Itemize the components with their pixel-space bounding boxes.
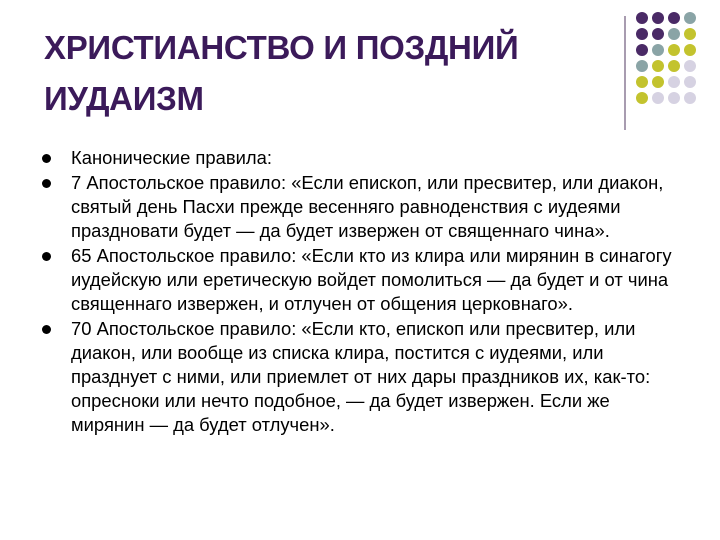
- slide-title: ХРИСТИАНСТВО И ПОЗДНИЙ ИУДАИЗМ: [44, 29, 519, 117]
- bullet-text: 7 Апостольское правило: «Если епископ, или пресвитер, или диакон, святый день Пасхи прежде весенняго равноденствия с иудеями праздновати будет — да будет извержен от священнаго чина».: [71, 172, 664, 241]
- decorative-dot: [668, 92, 680, 104]
- bullet-dot-icon: [42, 154, 51, 163]
- bullet-text: Канонические правила:: [71, 147, 272, 168]
- decorative-dot: [636, 60, 648, 72]
- bullet-dot-icon: [42, 179, 51, 188]
- decorative-dot: [668, 28, 680, 40]
- bullet-item-rule-65: [42, 244, 682, 316]
- decorative-dot: [636, 92, 648, 104]
- bullet-item-rule-7: [42, 171, 682, 243]
- decorative-dot: [684, 12, 696, 24]
- bullet-item-canonical-rules: [42, 146, 682, 170]
- decorative-dot: [684, 44, 696, 56]
- bullet-list: [42, 146, 682, 438]
- decorative-dot: [652, 92, 664, 104]
- decorative-dot: [652, 44, 664, 56]
- decorative-dot: [652, 76, 664, 88]
- decorative-dot: [668, 12, 680, 24]
- decorative-dot: [684, 28, 696, 40]
- decorative-dot: [636, 76, 648, 88]
- decorative-dot: [668, 60, 680, 72]
- decorative-dot: [668, 76, 680, 88]
- bullet-text: 65 Апостольское правило: «Если кто из клира или мирянин в синагогу иудейскую или еретическую войдет помолиться — да будет и от чина священнаго извержен, и отлучен от общения церковнаго».: [71, 245, 672, 314]
- bullet-text: 70 Апостольское правило: «Если кто, епископ или пресвитер, или диакон, или вообще из списка клира, постится с иудеями, или празднует с ними, или приемлет от них дары праздников их, как-то: опресноки или нечто подобное, — да будет извержен. Если же мирянин — да будет отлучен».: [71, 318, 651, 435]
- decorative-dot: [636, 44, 648, 56]
- decorative-dot: [684, 76, 696, 88]
- bullet-dot-icon: [42, 252, 51, 261]
- title-divider: [624, 16, 626, 130]
- bullet-dot-icon: [42, 325, 51, 334]
- decorative-dot: [636, 28, 648, 40]
- decorative-dot: [636, 12, 648, 24]
- decorative-dot: [652, 28, 664, 40]
- bullet-item-rule-70: [42, 317, 682, 437]
- decorative-dot: [684, 60, 696, 72]
- decorative-dot: [668, 44, 680, 56]
- decorative-dot: [684, 92, 696, 104]
- decorative-dot: [652, 60, 664, 72]
- decorative-dot: [652, 12, 664, 24]
